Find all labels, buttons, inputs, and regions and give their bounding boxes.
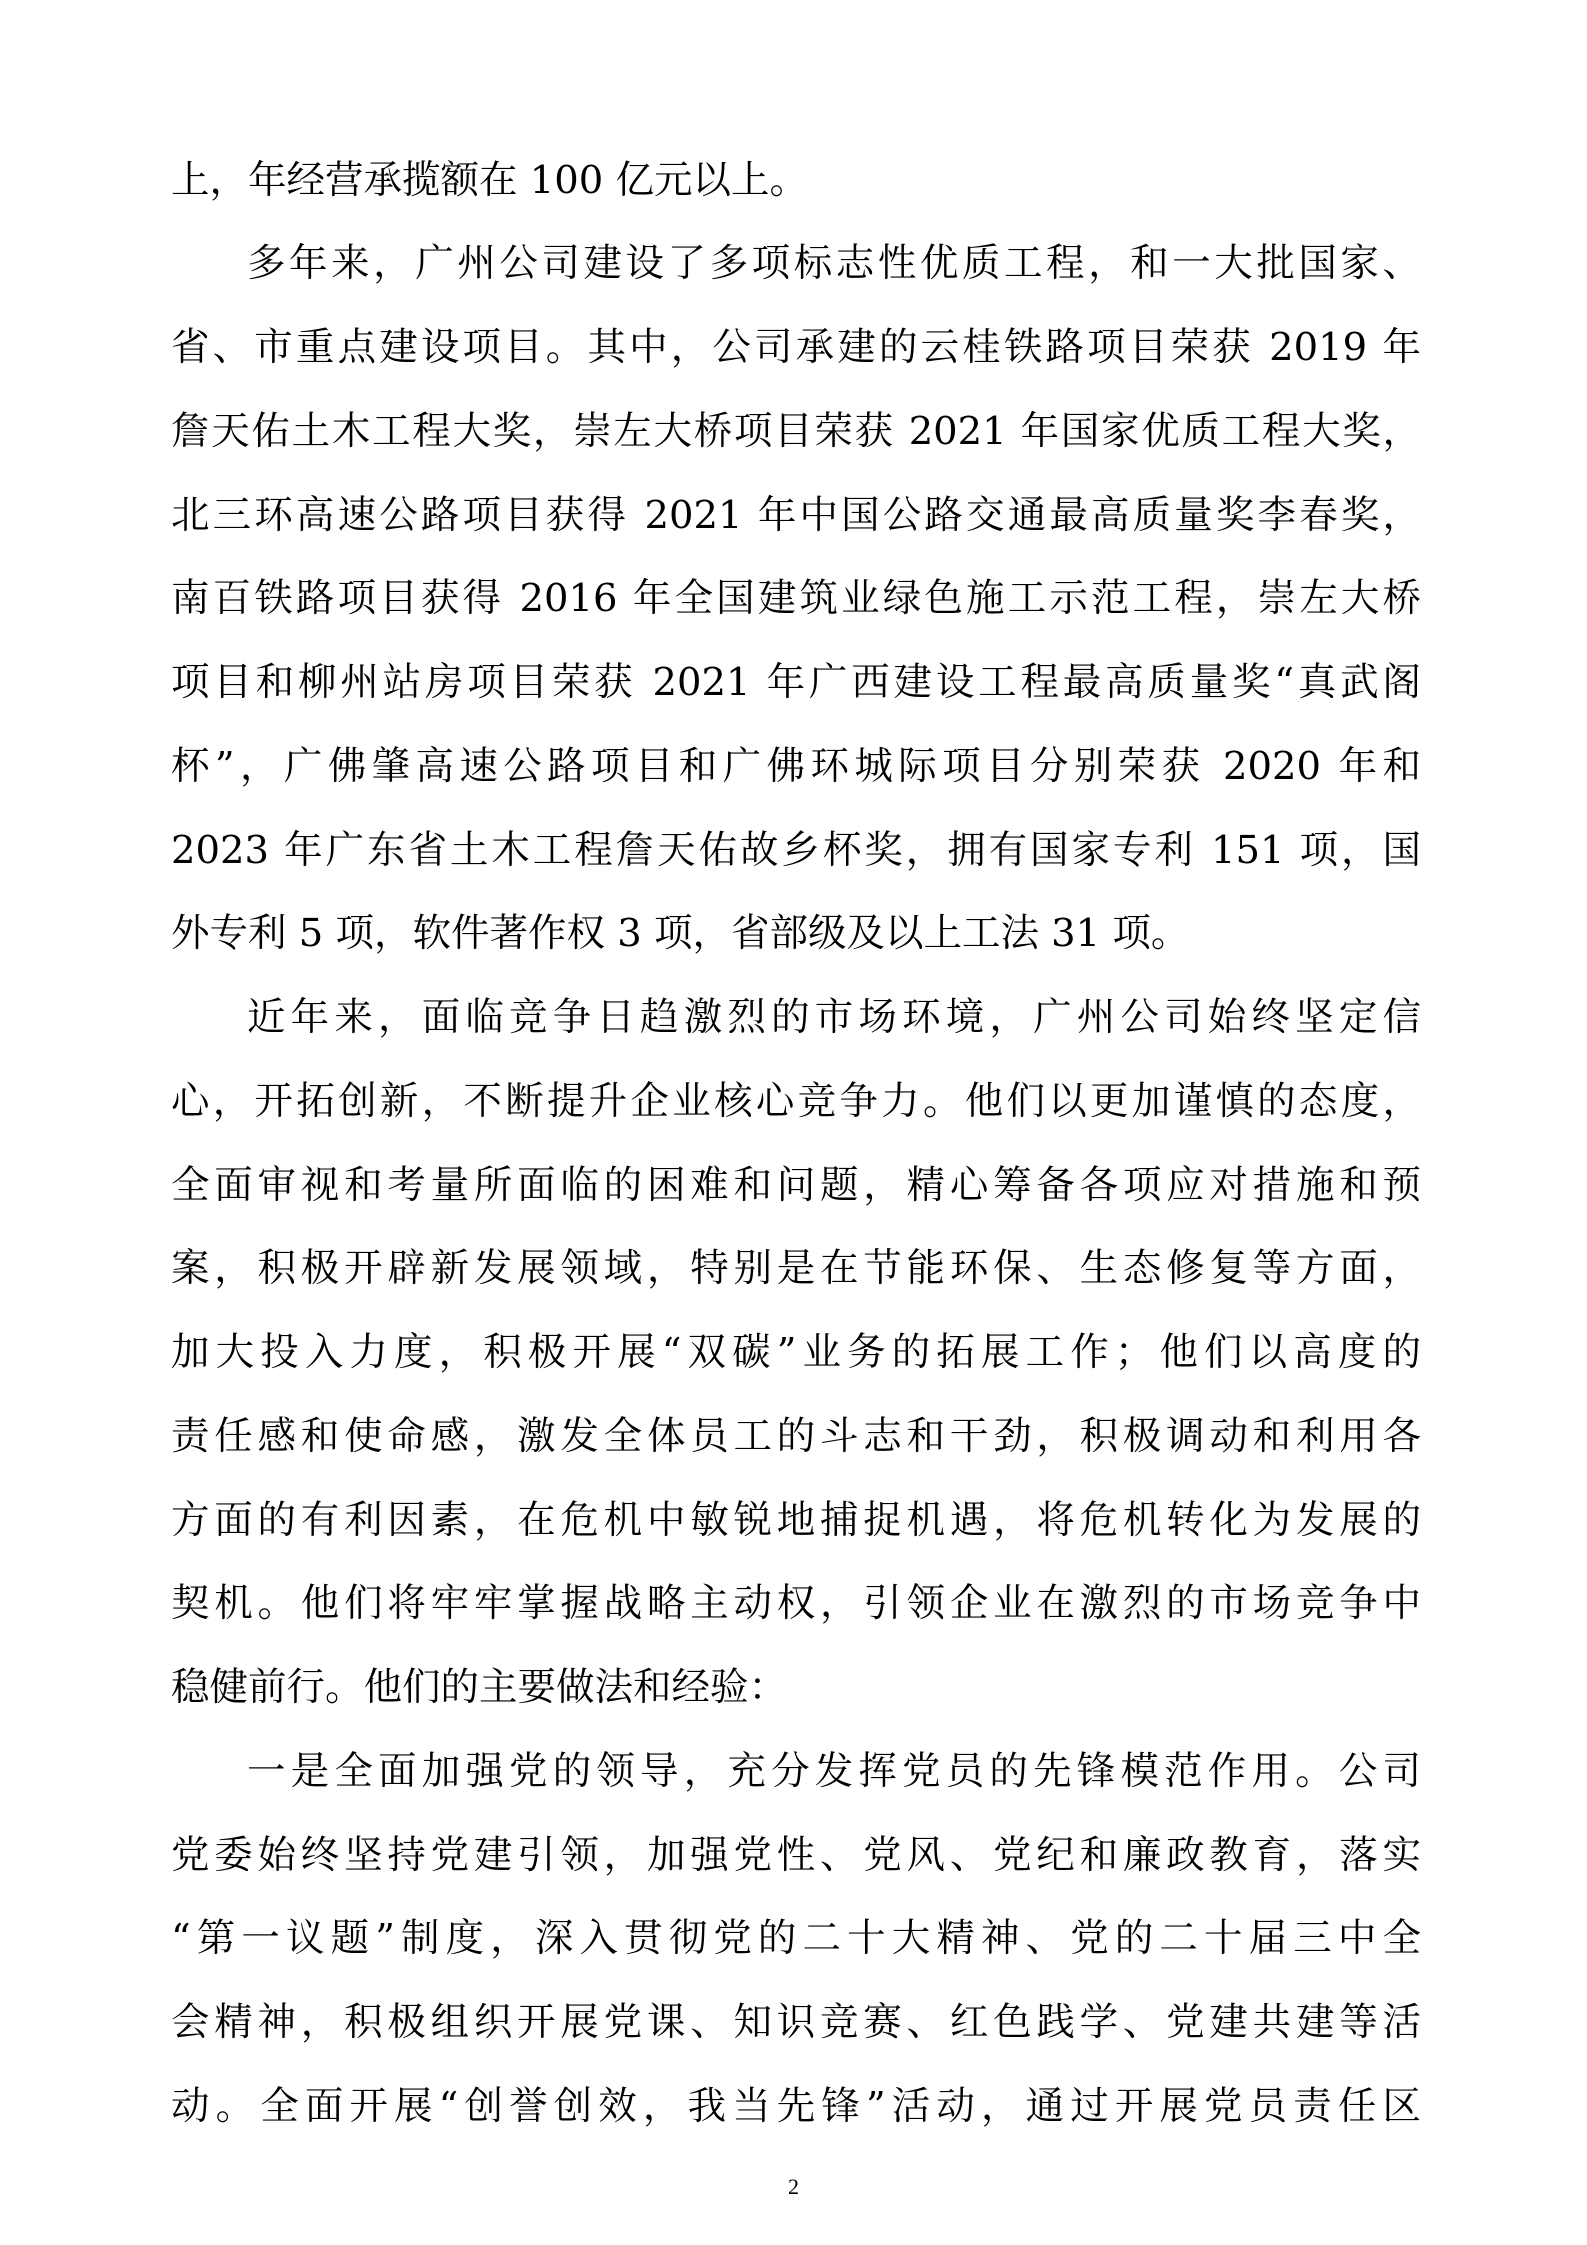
text-line: 上，年经营承揽额在 100 亿元以上。 [171,158,808,203]
text-line: 北三环高速公路项目获得 2021 年中国公路交通最高质量奖李春奖， [171,493,1421,538]
page-number: 2 [788,2174,799,2199]
text-line: 心，开拓创新，不断提升企业核心竞争力。他们以更加谨慎的态度， [171,1079,1421,1124]
text-line: 省、市重点建设项目。其中，公司承建的云桂铁路项目荣获 2019 年 [171,325,1421,370]
text-line: 多年来，广州公司建设了多项标志性优质工程，和一大批国家、 [247,241,1421,286]
text-line: 方面的有利因素，在危机中敏锐地捕捉机遇，将危机转化为发展的 [171,1498,1421,1543]
text-line: 詹天佑土木工程大奖，崇左大桥项目荣获 2021 年国家优质工程大奖， [171,409,1421,454]
text-line: 外专利 5 项，软件著作权 3 项，省部级及以上工法 31 项。 [171,911,1190,956]
text-line: 加大投入力度，积极开展“双碳”业务的拓展工作；他们以高度的 [171,1330,1421,1375]
text-line: 全面审视和考量所面临的困难和问题，精心筹备各项应对措施和预 [171,1163,1421,1208]
text-line: 杯”，广佛肇高速公路项目和广佛环城际项目分别荣获 2020 年和 [171,744,1421,789]
text-line: “第一议题”制度，深入贯彻党的二十大精神、党的二十届三中全 [171,1916,1421,1961]
text-line: 会精神，积极组织开展党课、知识竞赛、红色践学、党建共建等活 [171,2000,1421,2045]
text-line: 项目和柳州站房项目荣获 2021 年广西建设工程最高质量奖“真武阁 [171,660,1421,705]
text-line: 责任感和使命感，激发全体员工的斗志和干劲，积极调动和利用各 [171,1414,1421,1459]
text-line: 党委始终坚持党建引领，加强党性、党风、党纪和廉政教育，落实 [171,1833,1421,1878]
text-line: 契机。他们将牢牢掌握战略主动权，引领企业在激烈的市场竞争中 [171,1581,1421,1626]
text-line: 一是全面加强党的领导，充分发挥党员的先锋模范作用。公司 [247,1749,1421,1794]
text-line: 南百铁路项目获得 2016 年全国建筑业绿色施工示范工程，崇左大桥 [171,576,1421,621]
text-line: 2023 年广东省土木工程詹天佑故乡杯奖，拥有国家专利 151 项，国 [171,828,1421,873]
text-line: 案，积极开辟新发展领域，特别是在节能环保、生态修复等方面， [171,1246,1421,1291]
text-line: 动。全面开展“创誉创效，我当先锋”活动，通过开展党员责任区 [171,2084,1421,2129]
text-line: 稳健前行。他们的主要做法和经验： [171,1665,788,1710]
text-line: 近年来，面临竞争日趋激烈的市场环境，广州公司始终坚定信 [247,995,1421,1040]
